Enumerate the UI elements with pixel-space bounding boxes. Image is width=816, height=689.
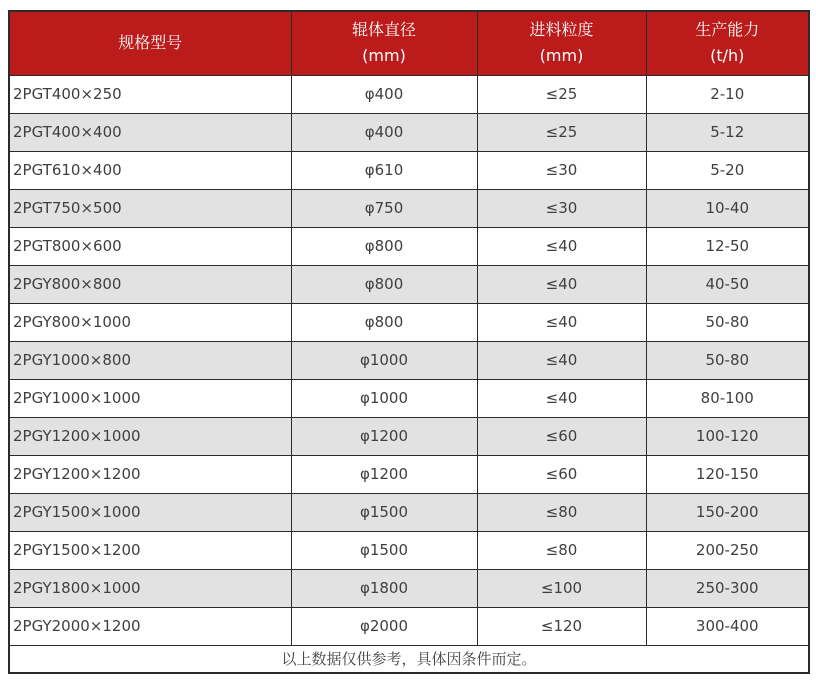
cell-feed-size: ≤40 xyxy=(477,265,646,303)
col-header-feed-size xyxy=(477,11,646,75)
cell-model: 2PGY1200×1200 xyxy=(9,455,291,493)
cell-capacity: 100-120 xyxy=(646,417,809,455)
cell-capacity: 300-400 xyxy=(646,607,809,645)
cell-feed-size: ≤40 xyxy=(477,227,646,265)
cell-roller-diameter: φ400 xyxy=(291,75,477,113)
table-row xyxy=(9,227,809,265)
cell-capacity: 250-300 xyxy=(646,569,809,607)
cell-capacity: 50-80 xyxy=(646,303,809,341)
col-header-feed-size-line2: (mm) xyxy=(539,46,584,66)
cell-feed-size: ≤40 xyxy=(477,341,646,379)
col-header-capacity-line2: (t/h) xyxy=(710,46,745,66)
cell-feed-size: ≤80 xyxy=(477,493,646,531)
table-row xyxy=(9,151,809,189)
col-header-feed-size-line1: 进料粒度 xyxy=(529,20,594,40)
cell-capacity: 12-50 xyxy=(646,227,809,265)
table-row xyxy=(9,75,809,113)
cell-feed-size: ≤40 xyxy=(477,379,646,417)
spec-table-footer xyxy=(9,645,809,673)
cell-capacity: 150-200 xyxy=(646,493,809,531)
cell-model: 2PGY1000×800 xyxy=(9,341,291,379)
table-row xyxy=(9,189,809,227)
table-row xyxy=(9,113,809,151)
cell-roller-diameter: φ800 xyxy=(291,265,477,303)
cell-capacity: 120-150 xyxy=(646,455,809,493)
cell-feed-size: ≤80 xyxy=(477,531,646,569)
table-row xyxy=(9,569,809,607)
table-row xyxy=(9,607,809,645)
cell-model: 2PGY1000×1000 xyxy=(9,379,291,417)
cell-roller-diameter: φ1000 xyxy=(291,379,477,417)
cell-capacity: 5-12 xyxy=(646,113,809,151)
cell-roller-diameter: φ800 xyxy=(291,303,477,341)
cell-roller-diameter: φ750 xyxy=(291,189,477,227)
cell-model: 2PGT610×400 xyxy=(9,151,291,189)
table-row xyxy=(9,493,809,531)
table-row xyxy=(9,455,809,493)
cell-roller-diameter: φ1200 xyxy=(291,455,477,493)
cell-feed-size: ≤25 xyxy=(477,75,646,113)
table-row xyxy=(9,265,809,303)
col-header-capacity xyxy=(646,11,809,75)
cell-model: 2PGY800×800 xyxy=(9,265,291,303)
table-row xyxy=(9,379,809,417)
cell-feed-size: ≤30 xyxy=(477,151,646,189)
cell-capacity: 5-20 xyxy=(646,151,809,189)
cell-model: 2PGY1500×1000 xyxy=(9,493,291,531)
cell-capacity: 200-250 xyxy=(646,531,809,569)
col-header-roller-diameter-line1: 辊体直径 xyxy=(351,20,416,40)
cell-roller-diameter: φ1500 xyxy=(291,531,477,569)
cell-feed-size: ≤60 xyxy=(477,455,646,493)
col-header-roller-diameter-line2: (mm) xyxy=(362,46,406,66)
cell-capacity: 2-10 xyxy=(646,75,809,113)
cell-capacity: 80-100 xyxy=(646,379,809,417)
table-row xyxy=(9,303,809,341)
cell-roller-diameter: φ1200 xyxy=(291,417,477,455)
cell-roller-diameter: φ400 xyxy=(291,113,477,151)
cell-roller-diameter: φ1800 xyxy=(291,569,477,607)
col-header-model xyxy=(9,11,291,75)
cell-roller-diameter: φ610 xyxy=(291,151,477,189)
footer-row xyxy=(9,645,809,673)
cell-feed-size: ≤100 xyxy=(477,569,646,607)
cell-roller-diameter: φ2000 xyxy=(291,607,477,645)
col-header-roller-diameter xyxy=(291,11,477,75)
cell-model: 2PGY1200×1000 xyxy=(9,417,291,455)
footer-note: 以上数据仅供参考，具体因条件而定。 xyxy=(9,645,809,673)
cell-model: 2PGT400×250 xyxy=(9,75,291,113)
cell-capacity: 40-50 xyxy=(646,265,809,303)
cell-roller-diameter: φ1000 xyxy=(291,341,477,379)
cell-feed-size: ≤120 xyxy=(477,607,646,645)
table-row xyxy=(9,341,809,379)
table-row xyxy=(9,417,809,455)
spec-table xyxy=(8,10,810,674)
cell-capacity: 10-40 xyxy=(646,189,809,227)
cell-model: 2PGT400×400 xyxy=(9,113,291,151)
cell-roller-diameter: φ800 xyxy=(291,227,477,265)
col-header-model-line1: 规格型号 xyxy=(118,33,183,53)
cell-model: 2PGT750×500 xyxy=(9,189,291,227)
cell-model: 2PGY2000×1200 xyxy=(9,607,291,645)
cell-feed-size: ≤60 xyxy=(477,417,646,455)
cell-roller-diameter: φ1500 xyxy=(291,493,477,531)
cell-feed-size: ≤25 xyxy=(477,113,646,151)
cell-feed-size: ≤30 xyxy=(477,189,646,227)
col-header-capacity-line1: 生产能力 xyxy=(695,20,760,40)
cell-capacity: 50-80 xyxy=(646,341,809,379)
cell-feed-size: ≤40 xyxy=(477,303,646,341)
spec-table-header xyxy=(9,11,809,75)
cell-model: 2PGY1500×1200 xyxy=(9,531,291,569)
cell-model: 2PGY800×1000 xyxy=(9,303,291,341)
cell-model: 2PGY1800×1000 xyxy=(9,569,291,607)
header-row xyxy=(9,11,809,75)
spec-table-body xyxy=(9,75,809,645)
cell-model: 2PGT800×600 xyxy=(9,227,291,265)
table-row xyxy=(9,531,809,569)
